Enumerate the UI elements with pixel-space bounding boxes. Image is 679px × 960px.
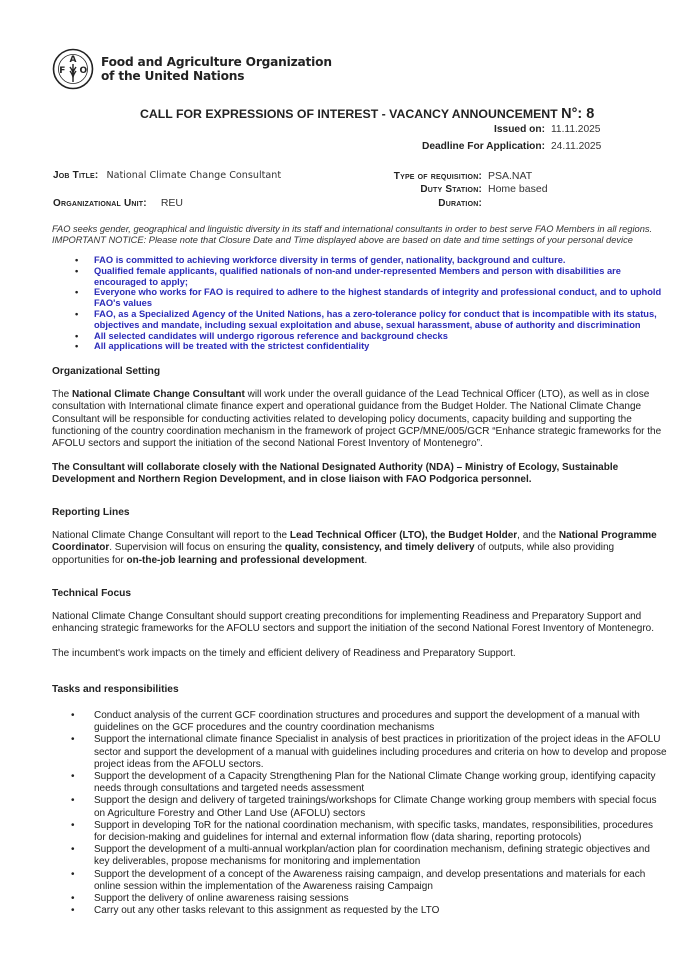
task-item: • Support the delivery of online awareness raising sessions bbox=[71, 893, 349, 905]
org-setting-collaboration: The Consultant will collaborate closely with the National Designated Authority (NDA) – Ministry of Ecology, Sustainable Development and Northern Region Development, and in close liaison with FAO Podgorica personnel. bbox=[52, 462, 619, 486]
job-title-row bbox=[53, 170, 281, 181]
requisition-label: Type of requisition: bbox=[393, 171, 482, 182]
bullet-icon: • bbox=[71, 710, 75, 721]
bullet-icon: • bbox=[75, 265, 79, 276]
policy-item: • All applications will be treated with the strictest confidentiality bbox=[75, 341, 370, 352]
tasks-heading: Tasks and responsibilities bbox=[52, 684, 179, 695]
policy-list bbox=[62, 255, 662, 352]
fao-logo bbox=[52, 48, 332, 90]
bullet-icon: • bbox=[75, 341, 79, 352]
notice-line2: IMPORTANT NOTICE: Please note that Closure Date and Time displayed above are based on date and time settings of your personal device bbox=[52, 235, 633, 246]
svg-text:A: A bbox=[69, 55, 77, 65]
bullet-icon: • bbox=[75, 287, 79, 298]
duration-label: Duration: bbox=[438, 198, 482, 209]
policy-item: • Everyone who works for FAO is required to adhere to the highest standards of integrity and professional conduct, and to uphold FAO's values bbox=[75, 287, 662, 309]
bullet-icon: • bbox=[75, 330, 79, 341]
fao-emblem-icon bbox=[52, 48, 94, 90]
policy-item: • FAO is committed to achieving workforce diversity in terms of gender, nationality, background and culture. bbox=[75, 255, 566, 265]
technical-focus-paragraph: National Climate Change Consultant should support creating preconditions for implementing Readiness and Preparatory Support and enhancing strategic frameworks for the AFOLU sectors and support the initiation of the second National Forest Inventory of Montenegro. bbox=[52, 611, 654, 635]
tasks-heading-wrap bbox=[52, 684, 664, 696]
task-item: • Conduct analysis of the current GCF coordination structures and procedures and support the development of a manual with guidelines on the GCF procedures and the country coordination mechanisms bbox=[71, 710, 640, 734]
tasks-list bbox=[52, 710, 667, 917]
org-setting-heading: Organizational Setting bbox=[52, 366, 161, 377]
org-setting-paragraph: The National Climate Change Consultant will work under the overall guidance of the Lead Technical Officer (LTO), as well as in close consultation with International climate finance expert and operational guidance from the Budget Holder. The National Climate Change Consultant will be responsible for conducting activities related to developing policy documents, capacity building and supporting the functioning of the country coordination mechanism in the framework of project GCP/MNE/005/GCR “Enhance strategic frameworks for the AFOLU sectors and support the initiation of the second National Forest Inventory of Montenegro”. bbox=[52, 389, 662, 450]
bullet-icon: • bbox=[71, 844, 75, 856]
task-item: • Support the development of a concept of the Awareness raising campaign, and develop presentations and materials for each online session within the implementation of the Awareness raising Campaign bbox=[71, 868, 646, 892]
org-unit-label: Organizational Unit: bbox=[53, 198, 147, 209]
bullet-icon: • bbox=[75, 255, 79, 265]
job-title-label: Job Title: bbox=[53, 170, 99, 181]
requisition-value: PSA.NAT bbox=[488, 170, 533, 182]
policy-item: • FAO, as a Specialized Agency of the United Nations, has a zero-tolerance policy for conduct that is incompatible with its status, objectives and mandate, including sexual exploitation and abuse, sexual harassment, abuse of authority and discrimination bbox=[75, 308, 657, 330]
org-name-line2: of the United Nations bbox=[101, 69, 245, 83]
duty-station-row bbox=[380, 183, 548, 195]
bullet-icon: • bbox=[71, 905, 75, 917]
diversity-notice bbox=[52, 224, 672, 247]
bullet-icon: • bbox=[71, 819, 75, 831]
svg-text:F: F bbox=[59, 66, 66, 76]
issued-on-row bbox=[400, 124, 600, 135]
bullet-icon: • bbox=[71, 771, 75, 783]
technical-focus-impact: The incumbent's work impacts on the timely and efficient delivery of Readiness and Preparatory Support. bbox=[52, 647, 516, 659]
issued-on-label: Issued on: bbox=[494, 124, 545, 135]
notice-line1: FAO seeks gender, geographical and linguistic diversity in its staff and international consultants in order to best serve FAO Members in all regions. bbox=[52, 224, 653, 234]
deadline-label: Deadline For Application: bbox=[421, 141, 545, 152]
task-item: • Support the development of a Capacity Strengthening Plan for the National Climate Change working group, identifying capacity needs through consultations and targeted needs assessment bbox=[71, 771, 656, 795]
deadline-value: 24.11.2025 bbox=[551, 141, 602, 152]
policy-item: • Qualified female applicants, qualified nationals of non-and under-represented Members and person with disabilities are encouraged to apply; bbox=[75, 265, 621, 287]
org-unit-row bbox=[53, 197, 183, 209]
requisition-row bbox=[380, 170, 532, 182]
svg-text:O: O bbox=[79, 66, 88, 76]
job-title-value: National Climate Change Consultant bbox=[106, 170, 282, 181]
org-setting-section bbox=[52, 366, 664, 487]
reporting-section bbox=[52, 507, 664, 567]
org-name-line1: Food and Agriculture Organization bbox=[101, 55, 332, 69]
duty-station-value: Home based bbox=[488, 183, 548, 195]
reporting-heading: Reporting Lines bbox=[52, 507, 130, 518]
policy-item: • All selected candidates will undergo rigorous reference and background checks bbox=[75, 330, 448, 341]
bullet-icon: • bbox=[75, 308, 79, 319]
page-title bbox=[140, 106, 594, 122]
org-name bbox=[101, 55, 332, 83]
reporting-paragraph: National Climate Change Consultant will report to the Lead Technical Officer (LTO), the Budget Holder, and the National Programme Coordinator. Supervision will focus on ensuring the quality, consistency, and timely delivery of outputs, while also providing opportunities for on-the-job learning and professional development. bbox=[52, 530, 657, 566]
task-item: • Support the development of a multi-annual workplan/action plan for coordination mechanism, defining strategic objectives and key deliverables, propose mechanisms for monitoring and implementation bbox=[71, 844, 650, 868]
deadline-row bbox=[400, 141, 601, 152]
bullet-icon: • bbox=[71, 734, 75, 746]
task-item: • Support the international climate finance Specialist in analysis of best practices in prioritization of the project ideas in the AFOLU sector and support the development of a manual with guidelines including procedures and criteria on how to develop and propose project ideas from the AFOLU sectors. bbox=[71, 734, 667, 770]
vacancy-number: N°: 8 bbox=[561, 106, 595, 122]
task-item: • Support the design and delivery of targeted trainings/workshops for Climate Change working group members with special focus on Agriculture Forestry and Other Land Use (AFOLU) sectors bbox=[71, 795, 657, 819]
duty-station-label: Duty Station: bbox=[420, 184, 482, 195]
duration-row bbox=[380, 197, 488, 209]
bullet-icon: • bbox=[71, 868, 75, 880]
technical-focus-section bbox=[52, 588, 664, 660]
title-text: CALL FOR EXPRESSIONS OF INTEREST - VACANCY ANNOUNCEMENT bbox=[140, 107, 562, 121]
task-item: • Support in developing ToR for the national coordination mechanism, with specific tasks, mandates, responsibilities, procedures for decision-making and guidelines for internal and external information flow (data sharing, reporting protocols) bbox=[71, 819, 654, 844]
bullet-icon: • bbox=[71, 795, 75, 807]
org-unit-value: REU bbox=[160, 197, 183, 209]
bullet-icon: • bbox=[71, 893, 75, 905]
issued-on-value: 11.11.2025 bbox=[551, 124, 601, 135]
task-item: • Carry out any other tasks relevant to this assignment as requested by the LTO bbox=[71, 905, 440, 917]
technical-focus-heading: Technical Focus bbox=[52, 588, 132, 599]
